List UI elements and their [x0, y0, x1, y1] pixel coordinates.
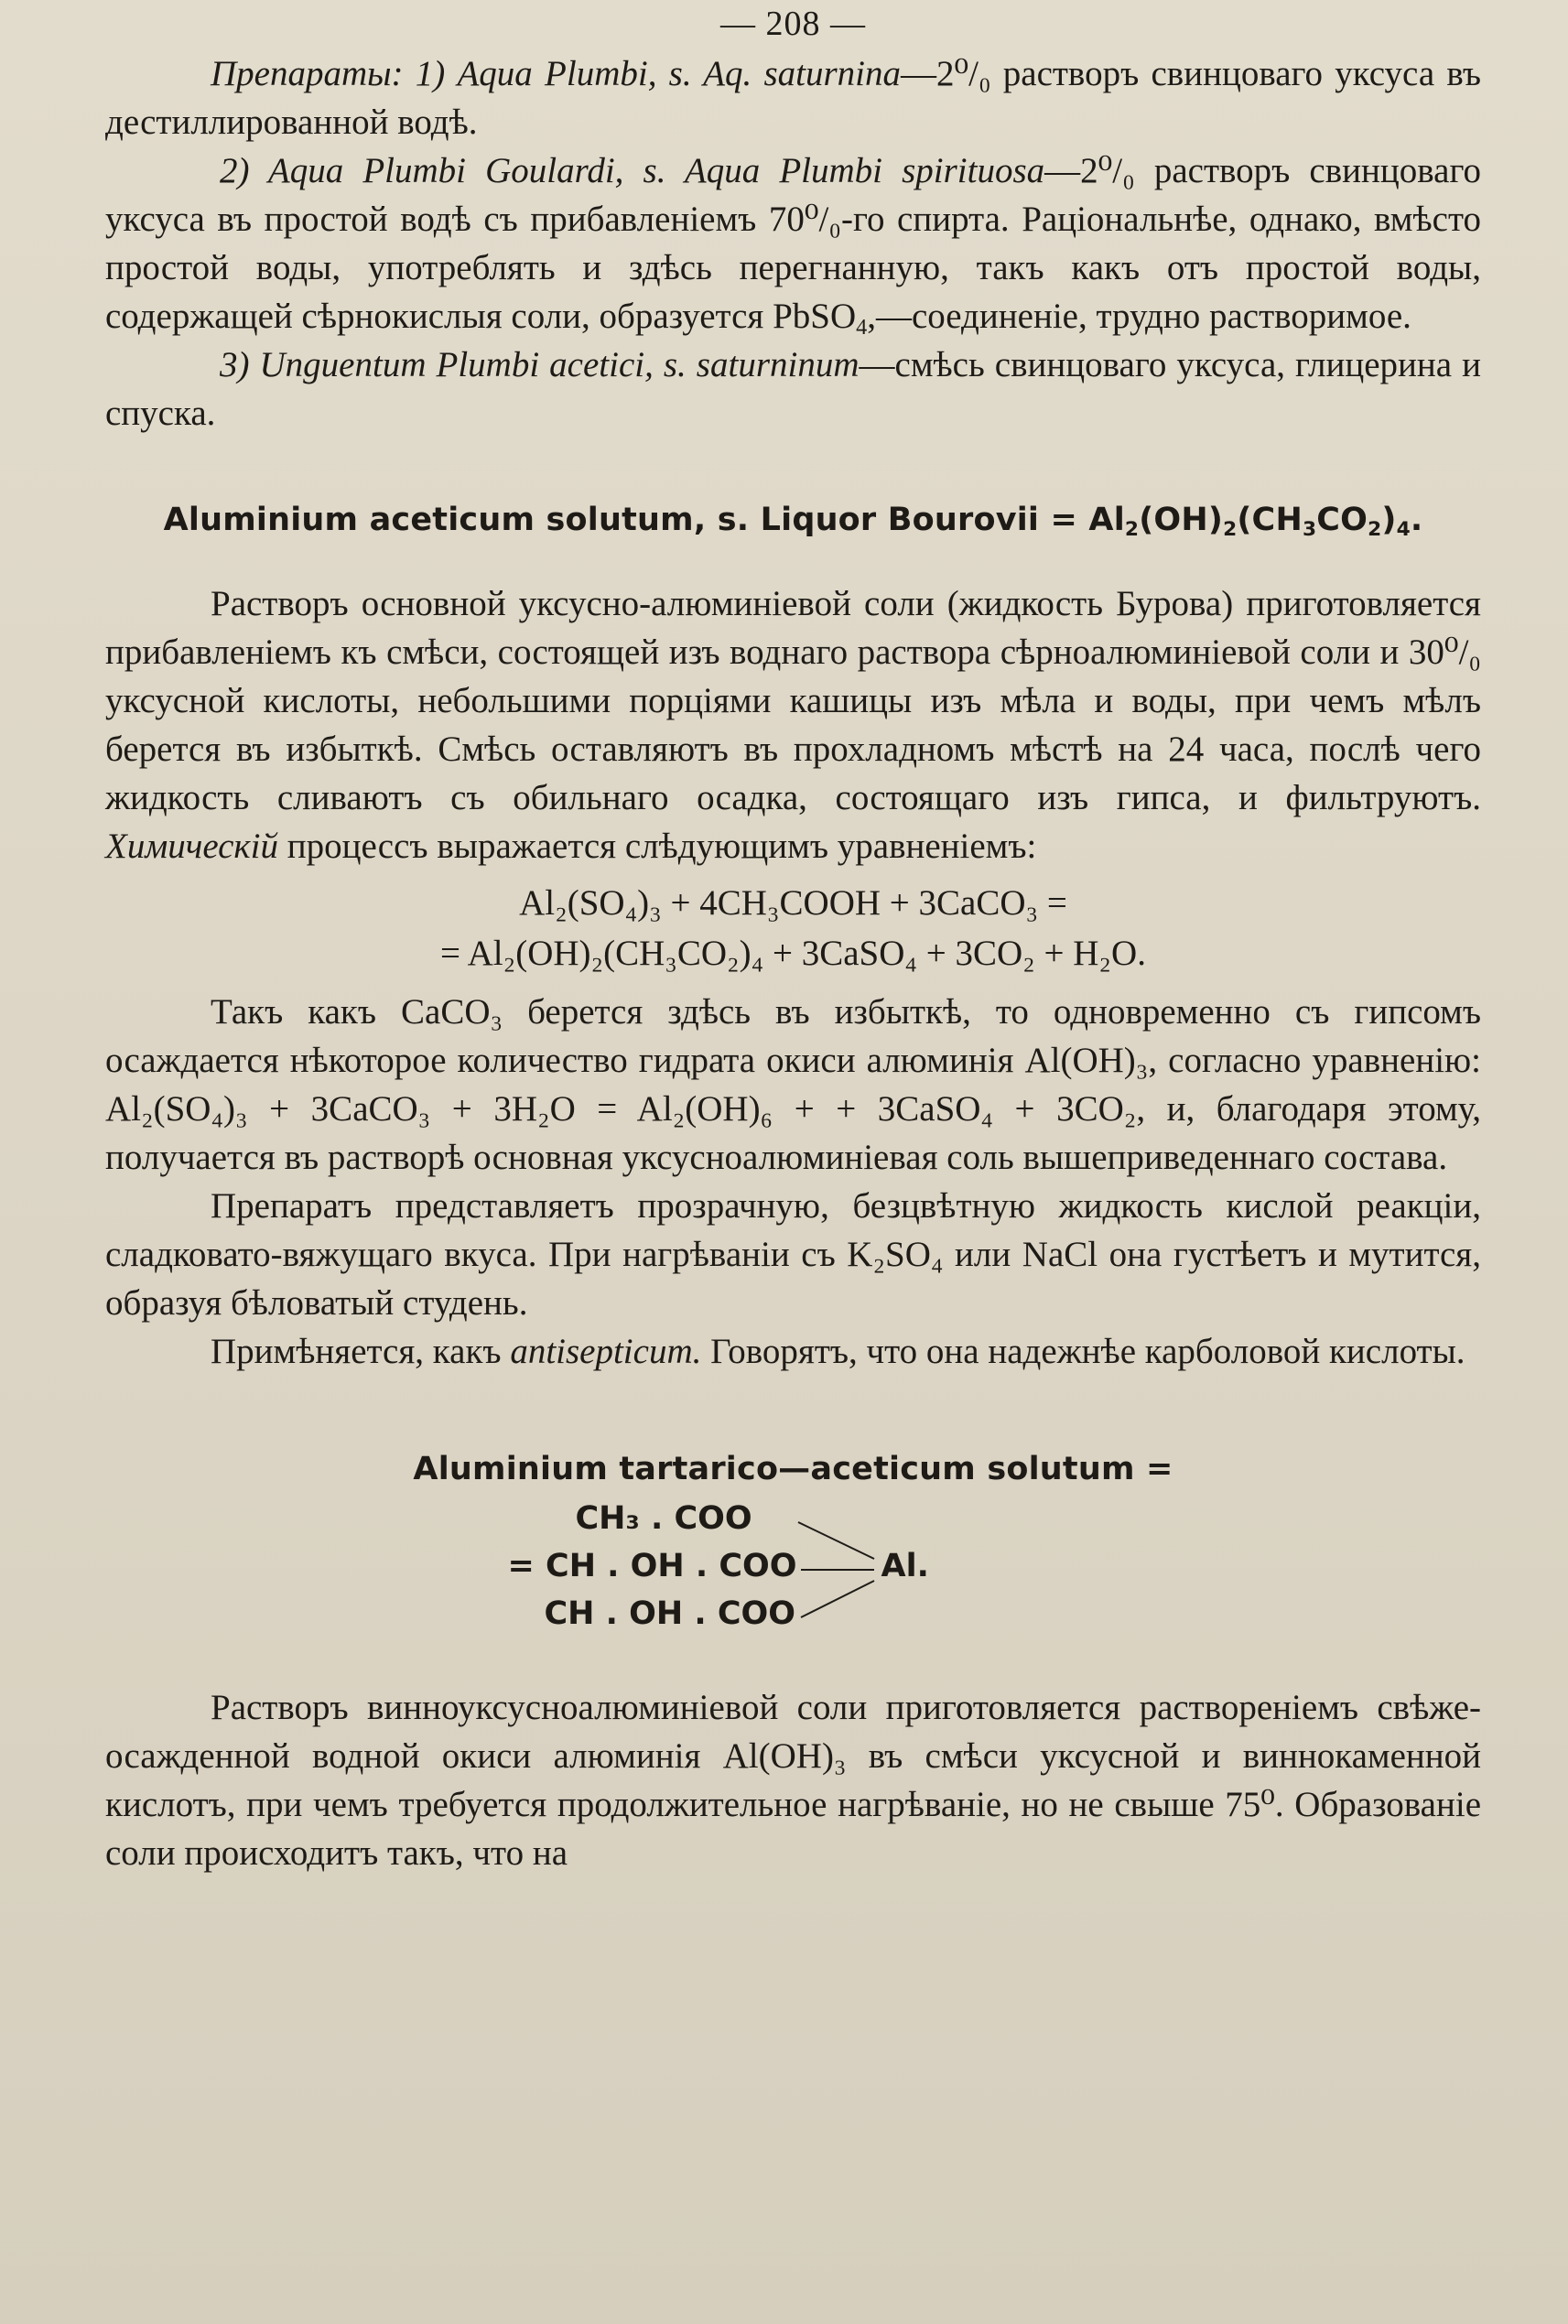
preparation-2-text-end: ,—соединеніе, трудно растворимое. — [867, 297, 1411, 336]
page-number: — 208 — — [720, 5, 866, 43]
structure-row-3: CH . OH . COO — [544, 1595, 796, 1632]
section-heading-liquor-bourovii — [105, 502, 1481, 542]
preparation-2-subscript: 4 — [856, 314, 868, 340]
formula-sub: 2 — [1368, 518, 1382, 542]
preparation-3-name: 3) Unguentum Plumbi acetici, s. saturninum — [220, 345, 860, 384]
preparation-2-name: 2) Aqua Plumbi Goulardi, s. Aqua Plumbi spirituosa — [220, 151, 1045, 190]
preparation-1 — [105, 49, 1481, 146]
formula-sub: 4 — [1396, 518, 1411, 542]
formula-part: (OH) — [1139, 502, 1224, 538]
bond-lines — [473, 1491, 1114, 1647]
heading-1-formula: = Al — [1039, 502, 1125, 538]
paragraph-4-italic: antisepticum. — [510, 1332, 702, 1371]
formula-part: ) — [1381, 502, 1397, 538]
formula-part: CO — [1316, 502, 1368, 538]
formula-sub: 3 — [1302, 518, 1317, 542]
paragraph-preparation-method — [105, 579, 1481, 870]
paragraph-4-end: Говорятъ, что она надежнѣе карболовой кислоты. — [710, 1332, 1465, 1371]
formula-part: (CH — [1237, 502, 1303, 538]
formula-part: . — [1410, 502, 1423, 538]
structure-metal: Al. — [881, 1548, 929, 1584]
structure-row-1: CH₃ . COO — [575, 1500, 752, 1537]
formula-sub: 2 — [1223, 518, 1238, 542]
preparation-3-text: —смѣсь свинцоваго уксуса, глицерина и спуска. — [105, 345, 1481, 433]
paragraph-properties: Препаратъ представляетъ прозрачную, безцвѣтную жидкость кислой реакціи, сладковато-вяжущаго вкуса. При нагрѣваніи съ K₂SO₄ или NaCl она густѣетъ и мутится, образуя бѣловатый студень. — [105, 1186, 1481, 1323]
preparation-3 — [105, 340, 1481, 438]
paragraph-usage — [105, 1327, 1481, 1376]
preparation-2 — [105, 146, 1481, 340]
reaction-equation — [105, 878, 1481, 978]
equation-line-1: Al₂(SO₄)₃ + 4CH₃COOH + 3CaCO₃ = — [519, 883, 1067, 923]
section-heading-tartarico-aceticum: Aluminium tartarico—aceticum solutum = — [413, 1451, 1173, 1487]
preparation-2-text: —2⁰/₀ растворъ свинцоваго уксуса въ простой водѣ съ прибавленіемъ 70⁰/₀-го спирта. Раціональнѣе, однако, вмѣсто простой воды, употреблять и здѣсь перегнанную, такъ какъ отъ простой воды, содержащей сѣрнокислыя соли, образуется PbSO — [105, 151, 1481, 336]
paragraph-1-italic: Химическій — [105, 827, 279, 866]
paragraph-tartarico-preparation: Растворъ винноуксусноалюминіевой соли приготовляется раствореніемъ свѣже-осажденной водной окиси алюминія Al(OH)₃ въ смѣси уксусной и виннокаменной кислотъ, при чемъ требуется продолжительное нагрѣваніе, но не свыше 75⁰. Образованіе соли происходитъ такъ, что на — [105, 1688, 1481, 1873]
equation-line-2: = Al₂(OH)₂(CH₃CO₂)₄ + 3CaSO₄ + 3CO₂ + H₂O. — [440, 934, 1146, 973]
preparation-1-text: —2⁰/₀ растворъ свинцоваго уксуса въ дестиллированной водѣ. — [105, 54, 1481, 142]
heading-1-title: Aluminium aceticum solutum, s. Liquor Bourovii — [163, 502, 1040, 538]
paragraph-4-text: Примѣняется, какъ — [211, 1332, 502, 1371]
structure-row-2: = CH . OH . COO — [507, 1548, 797, 1584]
preparation-1-name: Препараты: 1) Aqua Plumbi, s. Aq. saturnina — [211, 54, 901, 93]
paragraph-side-reaction: Такъ какъ CaCO₃ берется здѣсь въ избыткѣ, то одновременно съ гипсомъ осаждается нѣкоторое количество гидрата окиси алюминія Al(OH)₃, согласно уравненію: Al₂(SO₄)₃ + 3CaCO₃ + 3H₂O = Al₂(OH)₆ + + 3CaSO₄ + 3CO₂, и, благодаря этому, получается въ растворѣ основная уксусноалюминіевая соль вышеприведеннаго состава. — [105, 992, 1481, 1177]
structural-formula — [473, 1491, 1114, 1647]
formula-sub: 2 — [1124, 518, 1140, 542]
paragraph-1-end: процессъ выражается слѣдующимъ уравненіемъ: — [287, 827, 1037, 866]
paragraph-1-text: Растворъ основной уксусно-алюминіевой соли (жидкость Бурова) приготовляется прибавленіемъ къ смѣси, состоящей изъ воднаго раствора сѣрноалюминіевой соли и 30⁰/₀ уксусной кислоты, небольшими порціями кашицы изъ мѣла и воды, при чемъ мѣлъ берется въ избыткѣ. Смѣсь оставляютъ въ прохладномъ мѣстѣ на 24 часа, послѣ чего жидкость сливаютъ съ обильнаго осадка, состоящаго изъ гипса, и фильтруютъ. — [105, 584, 1481, 817]
